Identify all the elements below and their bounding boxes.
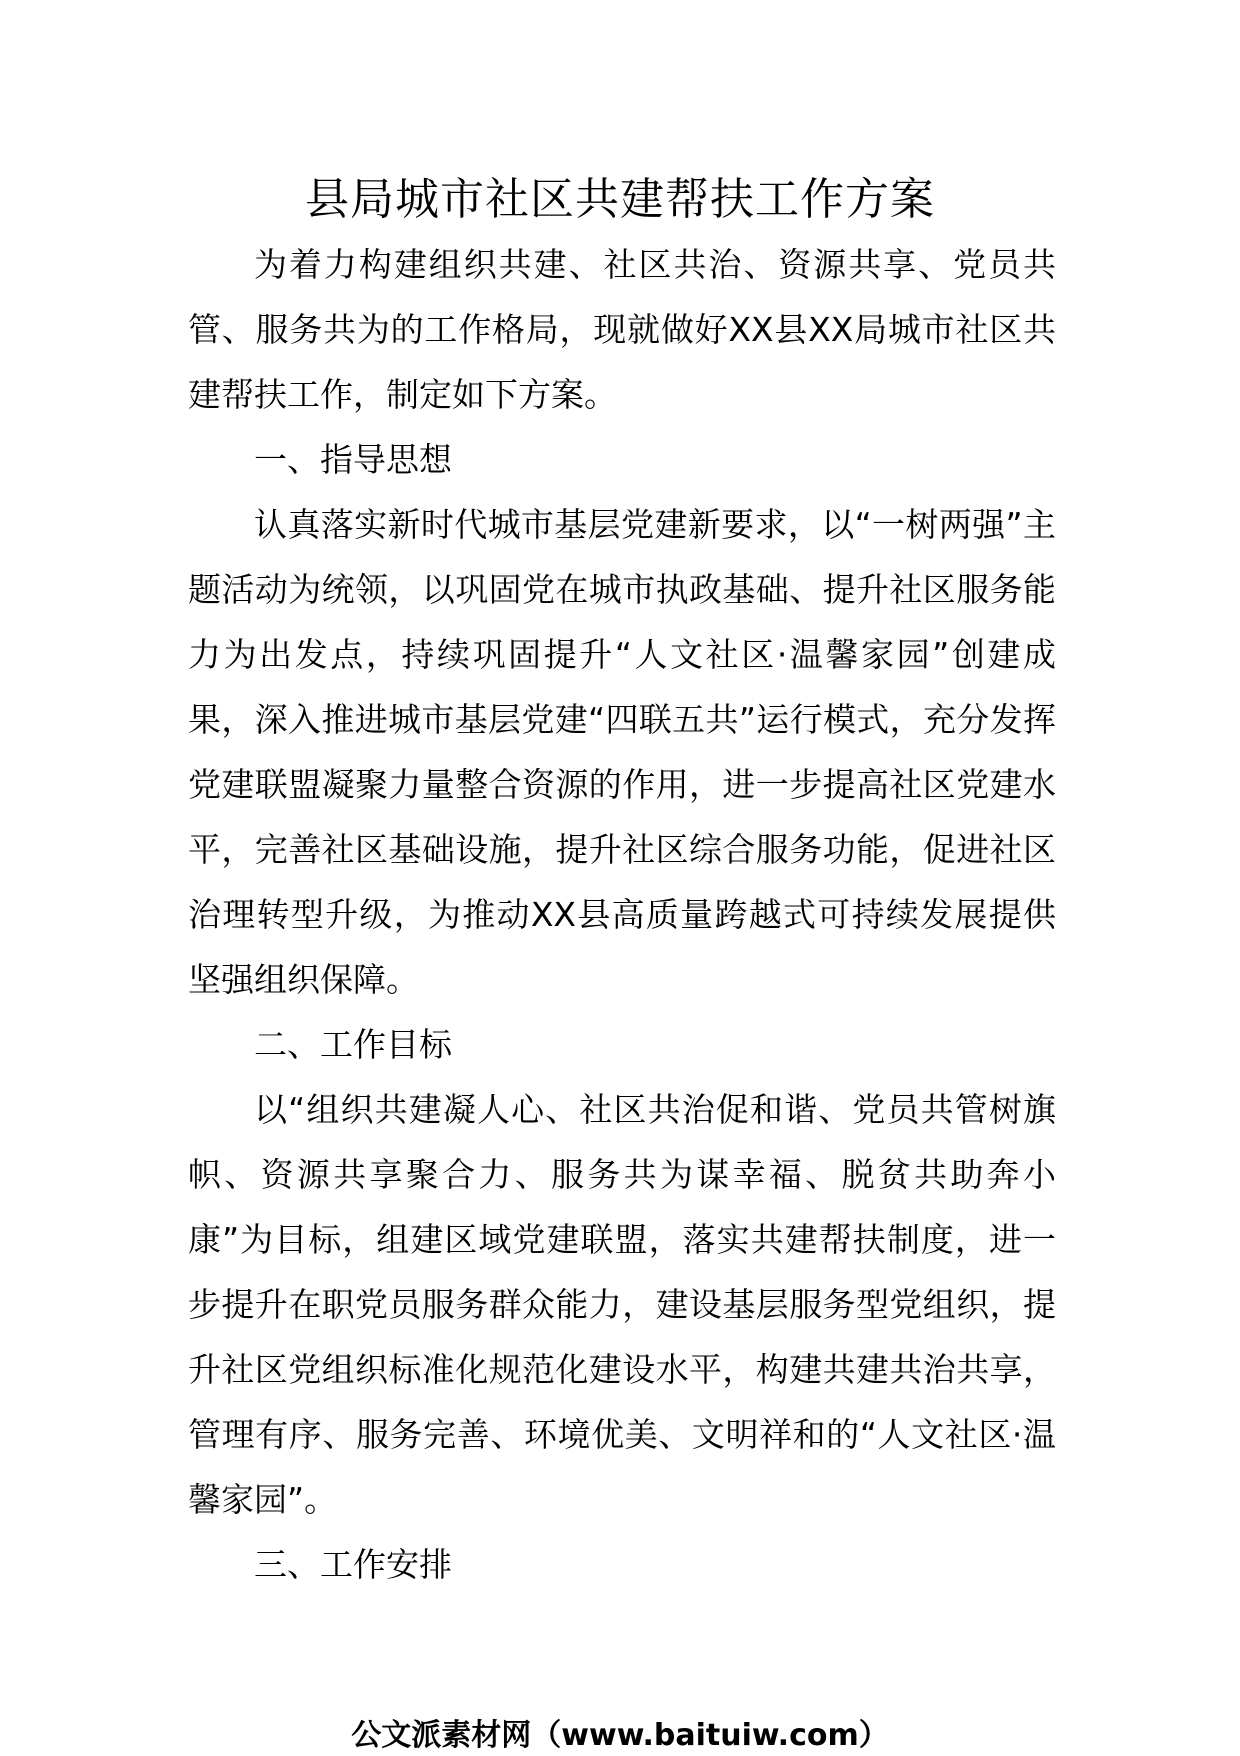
section-heading-guiding-thought: 一、指导思想: [254, 440, 452, 479]
document-body: [188, 232, 1056, 1597]
section-heading-work-arrangement: 三、工作安排: [254, 1545, 452, 1584]
guiding-thought-paragraph: 认真落实新时代城市基层党建新要求，以“一树两强”主题活动为统领，以巩固党在城市执政基础、提升社区服务能力为出发点，持续巩固提升“人文社区·温馨家园”创建成果，深入推进城市基层党建“四联五共”运行模式，充分发挥党建联盟凝聚力量整合资源的作用，进一步提高社区党建水平，完善社区基础设施，提升社区综合服务功能，促进社区治理转型升级，为推动XX县高质量跨越式可持续发展提供坚强组织保障。: [188, 505, 1056, 999]
intro-paragraph: 为着力构建组织共建、社区共治、资源共享、党员共管、服务共为的工作格局，现就做好XX县XX局城市社区共建帮扶工作，制定如下方案。: [188, 245, 1056, 414]
footer-watermark: 公文派素材网（www.baituiw.com）: [351, 1718, 889, 1753]
section-heading-work-goals: 二、工作目标: [254, 1025, 452, 1064]
document-title: 县局城市社区共建帮扶工作方案: [305, 174, 935, 225]
work-goals-paragraph: 以“组织共建凝人心、社区共治促和谐、党员共管树旗帜、资源共享聚合力、服务共为谋幸福、脱贫共助奔小康”为目标，组建区域党建联盟，落实共建帮扶制度，进一步提升在职党员服务群众能力，建设基层服务型党组织，提升社区党组织标准化规范化建设水平，构建共建共治共享，管理有序、服务完善、环境优美、文明祥和的“人文社区·温馨家园”。: [188, 1090, 1056, 1519]
